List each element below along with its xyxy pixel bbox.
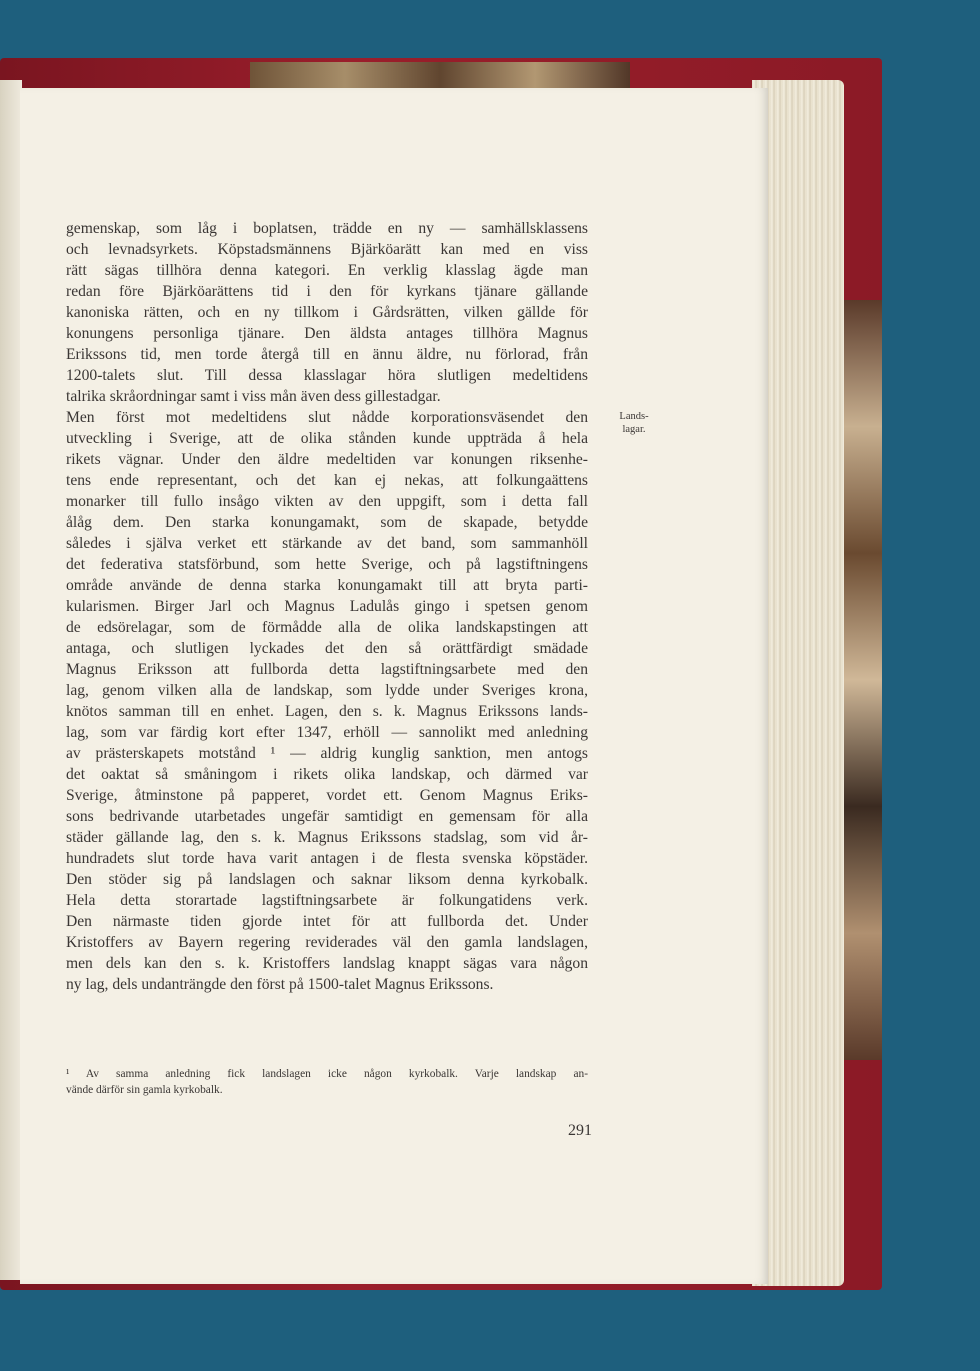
margin-note-line: lagar. xyxy=(622,424,646,435)
text-line: ny lag, dels undanträngde den först på 1500-talet Magnus Erikssons. xyxy=(66,976,494,993)
text-line: av prästerskapets motstånd ¹ — aldrig kunglig sanktion, men antogs xyxy=(66,745,588,762)
text-line: rätt sägas tillhöra denna kategori. En verklig klasslag ägde man xyxy=(66,262,588,279)
text-line: men dels kan den s. k. Kristoffers landslag knappt sägas vara någon xyxy=(66,955,588,972)
text-line: 1200-talets slut. Till dessa klasslagar höra slutligen medeltidens xyxy=(66,367,588,384)
text-line: Kristoffers av Bayern regering reviderades väl den gamla landslagen, xyxy=(66,934,588,951)
left-page-edge xyxy=(0,80,22,1280)
text-line: Den stöder sig på landslagen och saknar liksom denna kyrkobalk. xyxy=(66,871,588,888)
text-line: lag, genom vilken alla de landskap, som lydde under Sveriges krona, xyxy=(66,682,588,699)
text-line: gemenskap, som låg i boplatsen, trädde en ny — samhällsklassens xyxy=(66,220,588,237)
text-line: kanoniska rätten, och en ny tillkom i Gårdsrätten, vilken gällde för xyxy=(66,304,588,321)
text-line: konungens personliga tjänare. Den äldsta antages tillhöra Magnus xyxy=(66,325,588,342)
text-line: Hela detta storartade lagstiftningsarbete är folkungatidens verk. xyxy=(66,892,588,909)
footnote xyxy=(66,1066,588,1098)
text-line: utveckling i Sverige, att de olika stånden kunde uppträda å hela xyxy=(66,430,588,447)
text-line: redan före Bjärköarättens tid i den för kyrkans tjänare gällande xyxy=(66,283,588,300)
text-line: monarker till fullo insågo vikten av den uppgift, som i detta fall xyxy=(66,493,588,510)
text-line: Sverige, åtminstone på papperet, vordet ett. Genom Magnus Eriks- xyxy=(66,787,588,804)
margin-note-line: Lands- xyxy=(619,411,649,422)
marbled-cover-edge xyxy=(842,300,882,1060)
text-line: lag, som var färdig kort efter 1347, erhöll — sannolikt med anledning xyxy=(66,724,588,741)
text-line: således i själva verket ett stärkande av det band, som sammanhöll xyxy=(66,535,588,552)
text-line: det federativa statsförbund, som hette Sverige, och på lagstiftningens xyxy=(66,556,588,573)
text-line: hundradets slut torde hava varit antagen i de flesta svenska köpstäder. xyxy=(66,850,588,867)
text-line: städer gällande lag, den s. k. Magnus Erikssons stadslag, som vid år- xyxy=(66,829,588,846)
text-line: rikets vägnar. Under den äldre medeltiden var konungen riksenhe- xyxy=(66,451,588,468)
text-line: ålåg dem. Den starka konungamakt, som de skapade, betydde xyxy=(66,514,588,531)
text-line: område använde de denna starka konungamakt till att bryta parti- xyxy=(66,577,588,594)
footnote-line: ¹ Av samma anledning fick landslagen icke någon kyrkobalk. Varje landskap an- xyxy=(66,1068,588,1080)
text-line: tens ende representant, och det kan ej nekas, att folkungaättens xyxy=(66,472,588,489)
text-line: och levnadsyrkets. Köpstadsmännens Bjärköarätt kan med en viss xyxy=(66,241,588,258)
text-line: antaga, och slutligen lyckades det den så orättfärdigt smädade xyxy=(66,640,588,657)
text-line: knötos samman till en enhet. Lagen, den s. k. Magnus Erikssons lands- xyxy=(66,703,588,720)
text-line: Magnus Eriksson att fullborda detta lagstiftningsarbete med den xyxy=(66,661,588,678)
margin-note xyxy=(606,410,662,436)
text-line: det oaktat så småningom i rikets olika landskap, och därmed var xyxy=(66,766,588,783)
body-text xyxy=(66,218,588,995)
page-number: 291 xyxy=(568,1122,592,1139)
footnote-line: vände därför sin gamla kyrkobalk. xyxy=(66,1084,223,1096)
text-line: Den närmaste tiden gjorde intet för att fullborda det. Under xyxy=(66,913,588,930)
text-line: kularismen. Birger Jarl och Magnus Ladulås gingo i spetsen genom xyxy=(66,598,588,615)
text-line: de edsörelagar, som de förmådde alla de olika landskapstingen att xyxy=(66,619,588,636)
text-line: Men först mot medeltidens slut nådde korporationsväsendet den xyxy=(66,409,588,426)
text-line: talrika skråordningar samt i viss mån även dess gillestadgar. xyxy=(66,388,441,405)
text-line: Erikssons tid, men torde återgå till en ännu äldre, nu förlorad, från xyxy=(66,346,588,363)
text-line: sons bedrivande utarbetades ungefär samtidigt en gemensam för alla xyxy=(66,808,588,825)
